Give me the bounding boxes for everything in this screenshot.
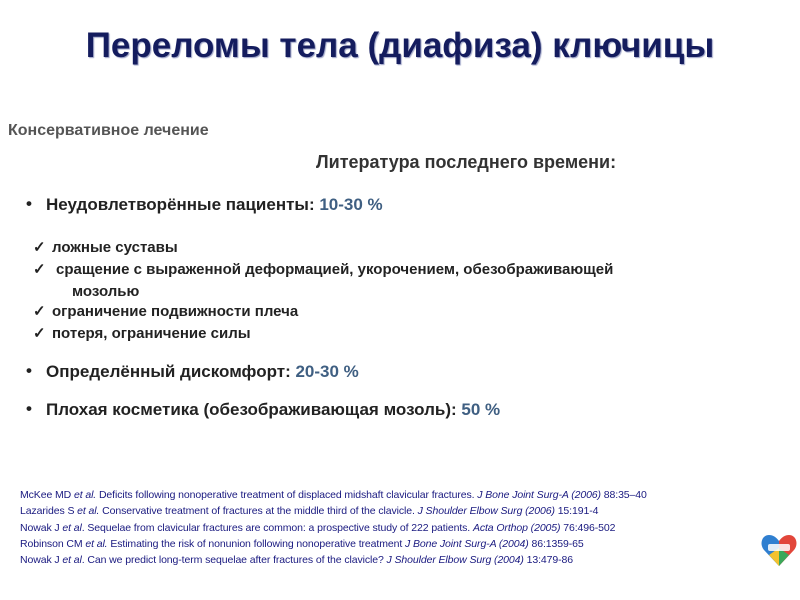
check-icon: ✓: [33, 239, 46, 256]
ref-pages: 76:496-502: [560, 522, 616, 534]
heart-logo-icon: [758, 528, 800, 570]
check-label: сращение с выраженной деформацией, укорочением, обезображивающей: [56, 261, 614, 278]
ref-text: . Can we predict long-term sequelae after fractures of the clavicle?: [81, 554, 387, 566]
check-item: [33, 261, 614, 278]
bullet-label: Определённый дискомфорт:: [46, 362, 296, 381]
check-item: [33, 325, 251, 342]
bullet-value: 10-30 %: [319, 195, 383, 214]
bullet-icon: •: [26, 399, 32, 418]
ref-journal: J Bone Joint Surg-A (2004): [405, 538, 529, 550]
ref-authors: Lazarides S: [20, 505, 78, 517]
literature-heading: Литература последнего времени:: [316, 152, 617, 172]
bullet-label: Плохая косметика (обезображивающая мозоль):: [46, 400, 462, 419]
ref-etal: et al.: [85, 538, 108, 550]
check-item-continuation: [72, 283, 139, 300]
ref-text: Conservative treatment of fractures at the middle third of the clavicle.: [99, 505, 418, 517]
check-item: [33, 239, 178, 256]
reference: [20, 554, 573, 566]
ref-authors: Nowak J: [20, 522, 63, 534]
ref-pages: 88:35–40: [600, 489, 647, 501]
bullet-label: Неудовлетворённые пациенты:: [46, 195, 320, 214]
page-title: Переломы тела (диафиза) ключицы: [85, 26, 715, 65]
check-item: [33, 303, 299, 320]
check-icon: ✓: [33, 325, 46, 342]
ref-authors: Robinson CM: [20, 538, 86, 550]
ref-etal: et al.: [73, 489, 97, 501]
bullet-value: 20-30 %: [295, 362, 359, 381]
ref-text: . Sequelae from clavicular fractures are common: a prospective study of 222 patients.: [81, 522, 473, 534]
ref-journal: J Shoulder Elbow Surg (2006): [417, 505, 555, 517]
ref-text: Deficits following nonoperative treatment of displaced midshaft clavicular fractures.: [96, 489, 478, 501]
ref-etal: et al: [62, 522, 82, 534]
bullet-item: [26, 361, 359, 382]
ref-pages: 13:479-86: [523, 554, 574, 566]
ref-pages: 86:1359-65: [528, 538, 584, 550]
check-icon: ✓: [33, 261, 46, 278]
ref-authors: Nowak J: [20, 554, 63, 566]
ref-etal: et al: [62, 554, 82, 566]
ref-text: Estimating the risk of nonunion following nonoperative treatment: [107, 538, 405, 550]
bullet-icon: •: [26, 361, 32, 380]
check-label: ложные суставы: [52, 239, 178, 256]
subtitle: Консервативное лечение: [8, 122, 209, 139]
ref-pages: 15:191-4: [554, 505, 599, 517]
bullet-icon: •: [26, 194, 32, 213]
check-label: потеря, ограничение силы: [52, 325, 251, 342]
bullet-item: [26, 194, 383, 215]
reference: [20, 505, 598, 517]
check-label: ограничение подвижности плеча: [52, 303, 299, 320]
bullet-value: 50 %: [461, 400, 501, 419]
ref-authors: McKee MD: [20, 489, 74, 501]
reference: [20, 489, 647, 501]
reference: [20, 538, 584, 550]
ref-journal: J Bone Joint Surg-A (2006): [477, 489, 601, 501]
check-label: мозолью: [72, 283, 140, 300]
ref-journal: J Shoulder Elbow Surg (2004): [386, 554, 524, 566]
ref-etal: et al.: [77, 505, 100, 517]
reference: [20, 522, 615, 534]
check-icon: ✓: [33, 303, 46, 320]
bullet-item: [26, 399, 501, 420]
ref-journal: Acta Orthop (2005): [472, 522, 561, 534]
